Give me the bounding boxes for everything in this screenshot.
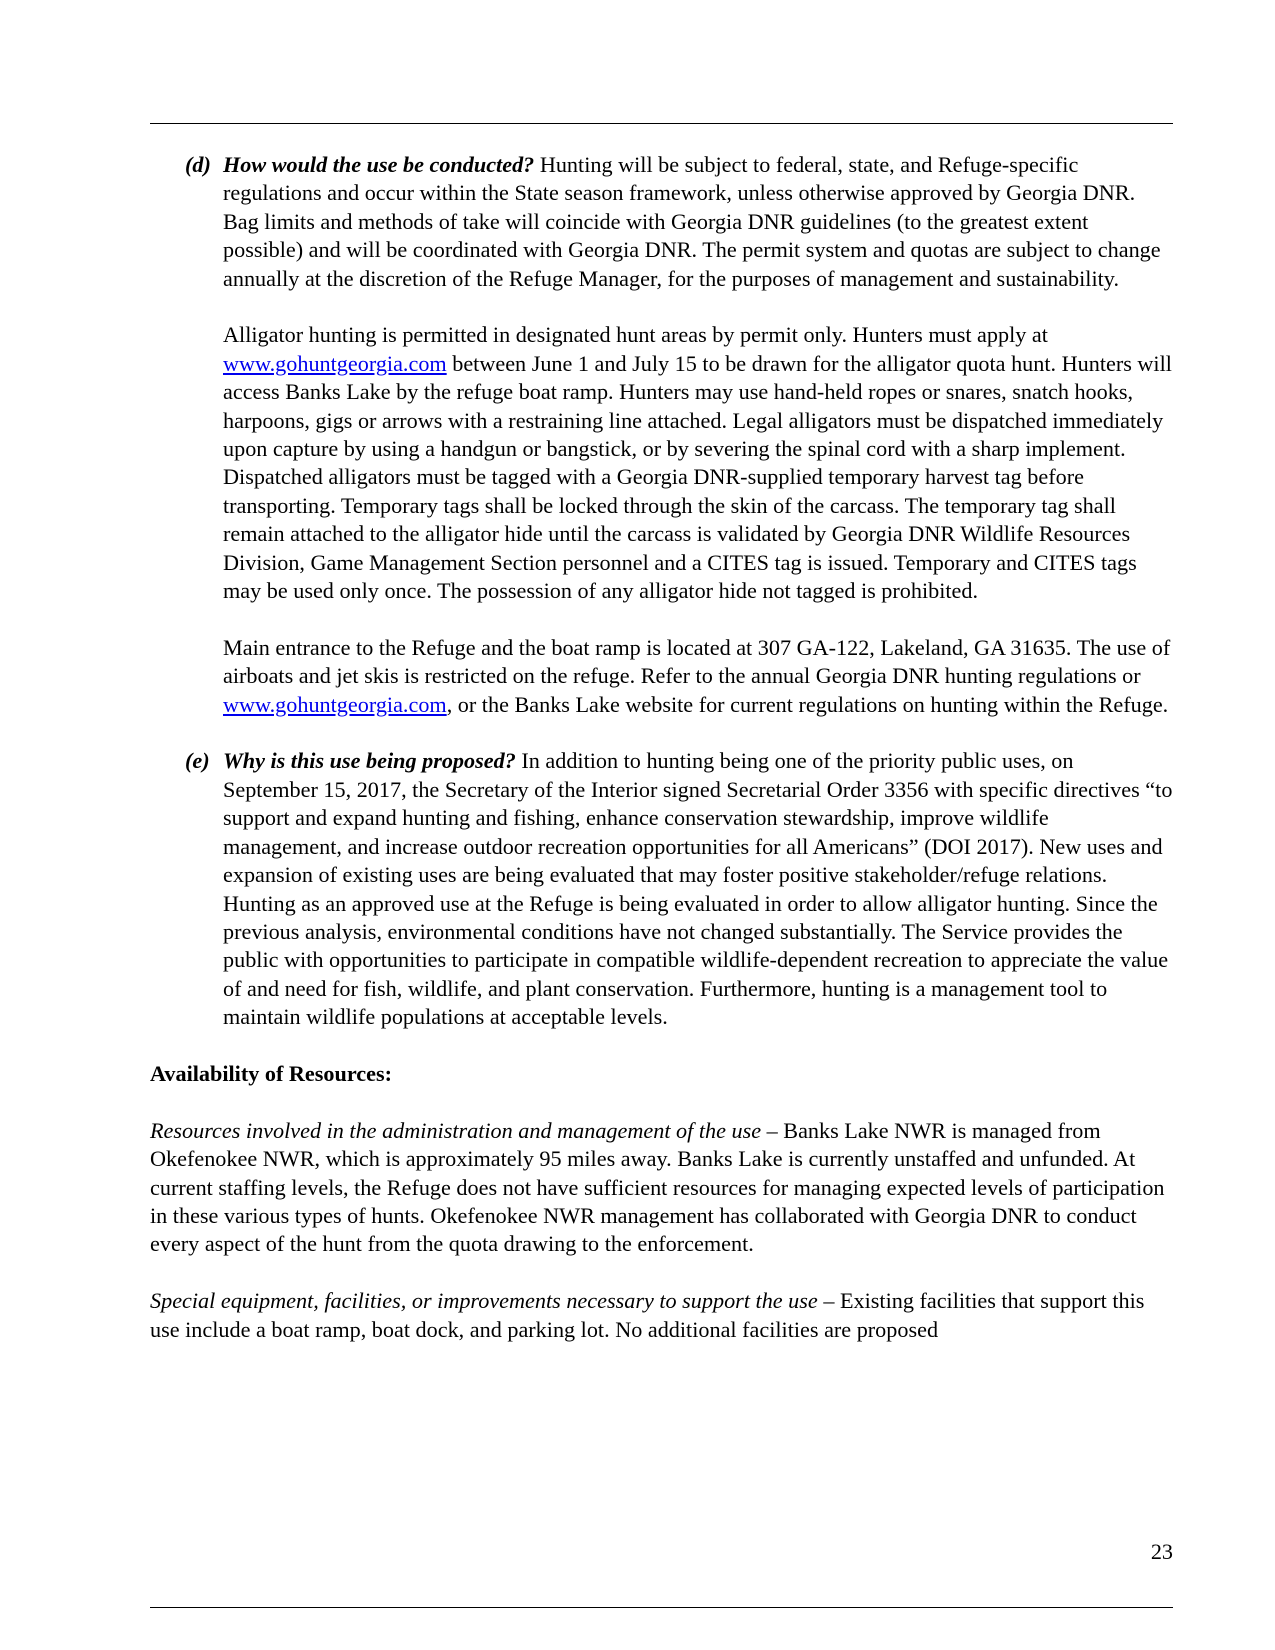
resources-paragraph-1 [150,1117,1173,1259]
item-d-paragraph-3 [223,634,1173,719]
item-e-label: (e) [185,748,210,774]
para2-text-before: Alligator hunting is permitted in designated hunt areas by permit only. Hunters must apply at [223,322,1048,348]
item-d-paragraph-2 [223,321,1173,605]
gohuntgeorgia-link-2[interactable]: www.gohuntgeorgia.com [223,691,447,717]
item-e-paragraph [223,747,1173,1031]
resources-para2-lead: Special equipment, facilities, or improvements necessary to support the use [150,1288,818,1314]
gohuntgeorgia-link-1[interactable]: www.gohuntgeorgia.com [223,350,447,376]
para2-text-after: between June 1 and July 15 to be drawn for the alligator quota hunt. Hunters will access Banks Lake by the refuge boat ramp. Hunters may use hand-held ropes or snares, snatch hooks, harpoons, gigs or arrows with a restraining line attached. Legal alligators must be dispatched immediately upon capture by using a handgun or bangstick, or by severing the spinal cord with a sharp implement. Dispatched alligators must be tagged with a Georgia DNR-supplied temporary harvest tag before transporting. Temporary tags shall be locked through the skin of the carcass. The temporary tag shall remain attached to the alligator hide until the carcass is validated by Georgia DNR Wildlife Resources Division, Game Management Section personnel and a CITES tag is issued. Temporary and CITES tags may be used only once. The possession of any alligator hide not tagged is prohibited. [223,350,1172,604]
item-d-label: (d) [185,152,211,177]
para3-text-before: Main entrance to the Refuge and the boat ramp is located at 307 GA-122, Lakeland, GA 31635. The use of airboats and jet skis is restricted on the refuge. Refer to the annual Georgia DNR hunting regulations or [223,634,1171,689]
resources-para2-text: – Existing facilities that support this use include a boat ramp, boat dock, and parking lot. No additional facilities are proposed [150,1288,1145,1342]
item-d-paragraph-1 [223,151,1173,293]
page-number: 23 [1150,1539,1173,1564]
item-d-text: Hunting will be subject to federal, state, and Refuge-specific regulations and occur within the State season framework, unless otherwise approved by Georgia DNR. Bag limits and methods of take will coincide with Georgia DNR guidelines (to the greatest extent possible) and will be coordinated with Georgia DNR. The permit system and quotas are subject to change annually at the discretion of the Refuge Manager, for the purposes of management and sustainability. [223,152,1161,291]
item-d-question: How would the use be conducted? [223,152,535,177]
item-e [150,747,1173,1031]
item-d [150,151,1173,719]
item-e-question: Why is this use being proposed? [223,748,516,774]
top-rule [150,123,1173,124]
resources-paragraph-2 [150,1287,1173,1344]
item-e-text: In addition to hunting being one of the priority public uses, on September 15, 2017, the Secretary of the Interior signed Secretarial Order 3356 with specific directives “to support and expand hunting and fishing, enhance conservation stewardship, improve wildlife management, and increase outdoor recreation opportunities for all Americans” (DOI 2017). New uses and expansion of existing uses are being evaluated that may foster positive stakeholder/refuge relations. Hunting as an approved use at the Refuge is being evaluated in order to allow alligator hunting. Since the previous analysis, environmental conditions have not changed substantially. The Service provides the public with opportunities to participate in compatible wildlife-dependent recreation to appreciate the value of and need for fish, wildlife, and plant conservation. Furthermore, hunting is a management tool to maintain wildlife populations at acceptable levels. [223,748,1173,1030]
resources-heading: Availability of Resources: [150,1060,392,1086]
resources-para1-text: – Banks Lake NWR is managed from Okefenokee NWR, which is approximately 95 miles away. Banks Lake is currently unstaffed and unfunded. At current staffing levels, the Refuge does not have sufficient resources for managing expected levels of participation in these various types of hunts. Okefenokee NWR management has collaborated with Georgia DNR to conduct every aspect of the hunt from the quota drawing to the enforcement. [150,1117,1165,1257]
bottom-rule [150,1607,1173,1608]
resources-para1-lead: Resources involved in the administration and management of the use [150,1117,762,1143]
para3-text-after: , or the Banks Lake website for current regulations on hunting within the Refuge. [446,691,1169,717]
page-content [150,151,1173,1344]
